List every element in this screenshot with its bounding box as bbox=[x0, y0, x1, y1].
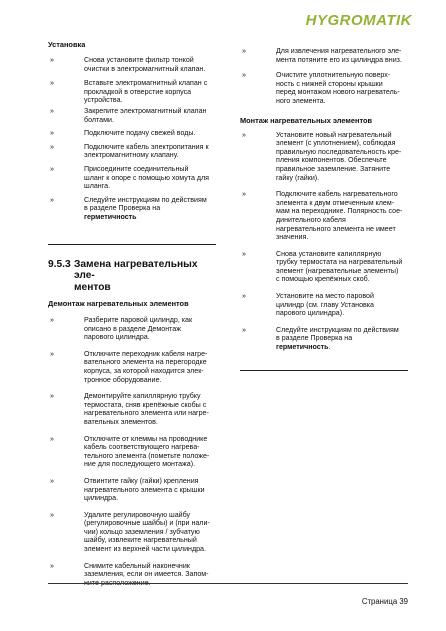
bullet-marker: » bbox=[50, 510, 54, 519]
bullet-marker: » bbox=[242, 325, 246, 334]
item-line: корпуса, за которой находится элек- bbox=[84, 366, 204, 375]
page-number: Страница 39 bbox=[361, 597, 408, 606]
item-line: Демонтируйте капиллярную трубку bbox=[84, 392, 201, 401]
item-line: Очистите уплотнительную поверх- bbox=[276, 71, 391, 80]
item-line: вательных элементов. bbox=[84, 417, 158, 426]
list-item bbox=[48, 165, 216, 191]
item-line: мам на переходнике. Полярность сое- bbox=[276, 207, 403, 216]
list-item bbox=[48, 435, 216, 469]
item-line: динительного кабеля bbox=[276, 215, 346, 224]
item-line: тельного элемента (пометьте положе- bbox=[84, 451, 210, 460]
remove-list bbox=[48, 316, 216, 587]
list-item bbox=[48, 316, 216, 342]
bullet-marker: » bbox=[242, 130, 246, 139]
item-line: кабель соответствующего нагрева- bbox=[84, 443, 200, 452]
item-line: элемент (с уплотнением), соблюдая bbox=[276, 139, 396, 148]
item-line: в разделе Проверка на bbox=[276, 334, 353, 343]
item-line: с помощью крепёжных скоб. bbox=[276, 275, 370, 284]
item-line: очистки в электромагнитный клапан. bbox=[84, 64, 206, 73]
item-line: устройства. bbox=[84, 96, 123, 105]
item-line: термостата, сняв крепёжные скобы с bbox=[84, 400, 207, 409]
item-line: значения. bbox=[276, 233, 309, 242]
bullet-marker: » bbox=[50, 129, 54, 138]
item-line-bold: герметичность. bbox=[276, 343, 331, 352]
item-line: Вставьте электромагнитный клапан с bbox=[84, 79, 208, 88]
item-line: вательного элемента на перегородке bbox=[84, 358, 207, 367]
item-line: Подключите подачу свежей воды. bbox=[84, 129, 196, 138]
list-item bbox=[240, 326, 408, 352]
bullet-marker: » bbox=[50, 349, 54, 358]
item-line: элемент (нагревательные элементы) bbox=[276, 266, 399, 275]
item-line: Следуйте инструкциям по действиям bbox=[276, 325, 399, 334]
section-divider bbox=[48, 244, 216, 245]
item-line: гайку (гайки). bbox=[276, 173, 320, 182]
item-line: нагревательного элемента с крышки bbox=[84, 485, 205, 494]
bullet-marker: » bbox=[242, 292, 246, 301]
item-line: болтами. bbox=[84, 115, 114, 124]
section-title bbox=[48, 259, 216, 294]
list-item bbox=[48, 79, 216, 105]
item-line: Отключите переходник кабеля нагре- bbox=[84, 349, 208, 358]
list-item bbox=[48, 56, 216, 73]
item-line: пления компонентов. Обеспечьте bbox=[276, 156, 387, 165]
item-line: Следуйте инструкциям по действиям bbox=[84, 195, 207, 204]
right-column bbox=[240, 40, 408, 371]
section-number: 9.5.3 bbox=[48, 258, 71, 270]
item-line: Установите на место паровой bbox=[276, 292, 374, 301]
list-item bbox=[48, 477, 216, 503]
left-column bbox=[48, 40, 216, 587]
item-line: (регулировочные шайбы) и (при нали- bbox=[84, 519, 210, 528]
item-line: перед монтажом нового нагреватель- bbox=[276, 88, 400, 97]
bullet-marker: » bbox=[50, 476, 54, 485]
item-line: Разберите паровой цилиндр, как bbox=[84, 316, 193, 324]
list-item bbox=[48, 392, 216, 426]
bullet-marker: » bbox=[50, 561, 54, 570]
item-line: цилиндр (см. главу Установка bbox=[276, 300, 375, 309]
item-line: в разделе Проверка на bbox=[84, 204, 161, 213]
item-line: трубку термостата на нагревательный bbox=[276, 258, 403, 267]
section-title-line2: ментов bbox=[74, 281, 111, 293]
item-line: Удалите регулировочную шайбу bbox=[84, 510, 191, 519]
mount-heading: Монтаж нагревательных элементов bbox=[240, 115, 373, 125]
item-line: Установите новый нагревательный bbox=[276, 130, 392, 139]
bullet-marker: » bbox=[50, 142, 54, 151]
bullet-marker: » bbox=[50, 56, 54, 64]
item-line: нагревательного элемента или нагре- bbox=[84, 409, 209, 418]
item-line: мента потяните его из цилиндра вниз. bbox=[276, 55, 402, 64]
item-line: элемент из верхней части цилиндра. bbox=[84, 545, 206, 554]
item-line: парового цилиндра. bbox=[84, 333, 150, 342]
bullet-marker: » bbox=[242, 71, 246, 80]
bullet-marker: » bbox=[242, 249, 246, 258]
bullet-marker: » bbox=[50, 79, 54, 88]
bullet-marker: » bbox=[50, 164, 54, 173]
item-line: электромагнитному клапану. bbox=[84, 151, 179, 160]
item-line: шланга. bbox=[84, 182, 111, 191]
item-line: Подключите кабель электропитания к bbox=[84, 142, 209, 151]
item-line: ность с нижней стороны крышки bbox=[276, 79, 383, 88]
item-line-bold: герметичность bbox=[84, 212, 137, 221]
item-line: Подключите кабель нагревательного bbox=[276, 190, 398, 199]
list-item bbox=[240, 190, 408, 242]
item-line: шайбу, извлеките нагревательный bbox=[84, 536, 197, 545]
list-item bbox=[240, 131, 408, 183]
item-line: ните расположение. bbox=[84, 578, 151, 587]
item-line: описано в разделе Демонтаж bbox=[84, 324, 181, 333]
bullet-marker: » bbox=[50, 195, 54, 204]
footer-divider bbox=[48, 583, 408, 584]
item-line: Для извлечения нагревательного эле- bbox=[276, 47, 402, 55]
top-list bbox=[240, 47, 408, 106]
item-line: прокладкой в отверстие корпуса bbox=[84, 87, 192, 96]
install-heading: Установка bbox=[48, 40, 86, 49]
list-item bbox=[48, 511, 216, 554]
item-line: тронное оборудование. bbox=[84, 375, 162, 384]
item-line: нагревательного элемента не имеет bbox=[276, 224, 396, 233]
right-divider bbox=[240, 370, 408, 371]
section-title-line1: Замена нагревательных эле- bbox=[74, 258, 198, 281]
item-line: Отключите от клеммы на проводнике bbox=[84, 434, 208, 443]
bullet-marker: » bbox=[50, 434, 54, 443]
bullet-marker: » bbox=[50, 316, 54, 324]
item-line: цилиндра. bbox=[84, 494, 119, 503]
item-line: элемента к двум отмеченным клем- bbox=[276, 198, 395, 207]
list-item bbox=[48, 350, 216, 384]
bullet-marker: » bbox=[242, 47, 246, 55]
install-list bbox=[48, 56, 216, 222]
list-item bbox=[240, 47, 408, 64]
list-item bbox=[240, 71, 408, 105]
hygromatik-logo: HYGROMATIK bbox=[305, 12, 412, 29]
item-line: Присоедините соединительный bbox=[84, 164, 189, 173]
item-line: правильное заземление. Затяните bbox=[276, 164, 391, 173]
item-line: Снова установите фильтр тонкой bbox=[84, 56, 194, 64]
item-line: ного элемента. bbox=[276, 96, 326, 105]
list-item bbox=[240, 292, 408, 318]
item-line: Снова установите капиллярную bbox=[276, 249, 382, 258]
item-line: Снимите кабельный наконечник bbox=[84, 561, 190, 570]
item-line: правильную последовательность кре- bbox=[276, 147, 402, 156]
remove-heading: Демонтаж нагревательных элементов bbox=[48, 299, 189, 308]
list-item bbox=[240, 250, 408, 284]
item-line: чии) кольцо заземления / зубчатую bbox=[84, 527, 200, 536]
list-item bbox=[48, 196, 216, 222]
item-line: Закрепите электромагнитный клапан bbox=[84, 106, 207, 115]
list-item bbox=[48, 107, 216, 124]
bullet-marker: » bbox=[50, 392, 54, 401]
item-line: парового цилиндра). bbox=[276, 309, 345, 318]
mount-list bbox=[240, 131, 408, 352]
list-item bbox=[48, 129, 216, 138]
item-line: заземления, если он имеется. Запом- bbox=[84, 570, 209, 579]
list-item bbox=[48, 143, 216, 160]
bullet-marker: » bbox=[242, 190, 246, 199]
item-line: шланг к опоре с помощью хомута для bbox=[84, 173, 209, 182]
item-line: Отвинтите гайку (гайки) крепления bbox=[84, 476, 199, 485]
bullet-marker: » bbox=[50, 106, 54, 115]
item-line: ние для последующего монтажа). bbox=[84, 460, 196, 469]
